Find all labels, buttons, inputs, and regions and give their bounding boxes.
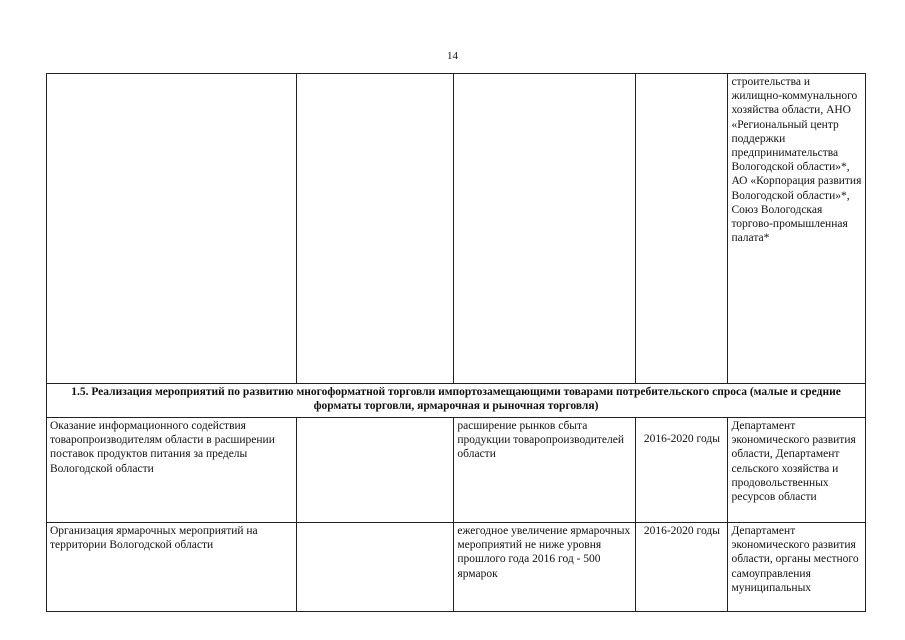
section-title: 1.5. Реализация мероприятий по развитию многоформатной торговли импортозамещающими товарами потребительского спроса (малые и средние форматы торговли, ярмарочная и рыночная торговля) (47, 384, 866, 418)
table-row (47, 418, 866, 523)
cell-activity: Оказание информационного содействия товаропроизводителям области в расширении поставок продуктов питания за пределы Вологодской области (47, 418, 297, 523)
cell-period (636, 74, 728, 384)
cell-responsible: Департамент экономического развития области, Департамент сельского хозяйства и продовольственных ресурсов области (728, 418, 866, 523)
cell-col2 (297, 74, 454, 384)
section-heading-row (47, 384, 866, 418)
cell-activity: Организация ярмарочных мероприятий на территории Вологодской области (47, 523, 297, 612)
cell-result (454, 74, 636, 384)
cell-col2 (297, 523, 454, 612)
cell-responsible: Департамент экономического развития области, органы местного самоуправления муниципальных (728, 523, 866, 612)
page-number: 14 (447, 50, 458, 62)
cell-period: 2016-2020 годы (636, 523, 728, 612)
table-row-continued (47, 74, 866, 384)
cell-responsible: строительства и жилищно-коммунального хозяйства области, АНО «Региональный центр поддержки предпринимательства Вологодской области»*, АО «Корпорация развития Вологодской области»*, Союз Вологодская торгово-промышленная палата* (728, 74, 866, 384)
cell-activity (47, 74, 297, 384)
cell-period: 2016-2020 годы (636, 418, 728, 523)
plan-table (46, 73, 866, 612)
cell-col2 (297, 418, 454, 523)
cell-result: ежегодное увеличение ярмарочных мероприятий не ниже уровня прошлого года 2016 год - 500 ярмарок (454, 523, 636, 612)
cell-result: расширение рынков сбыта продукции товаропроизводителей области (454, 418, 636, 523)
table-row (47, 523, 866, 612)
